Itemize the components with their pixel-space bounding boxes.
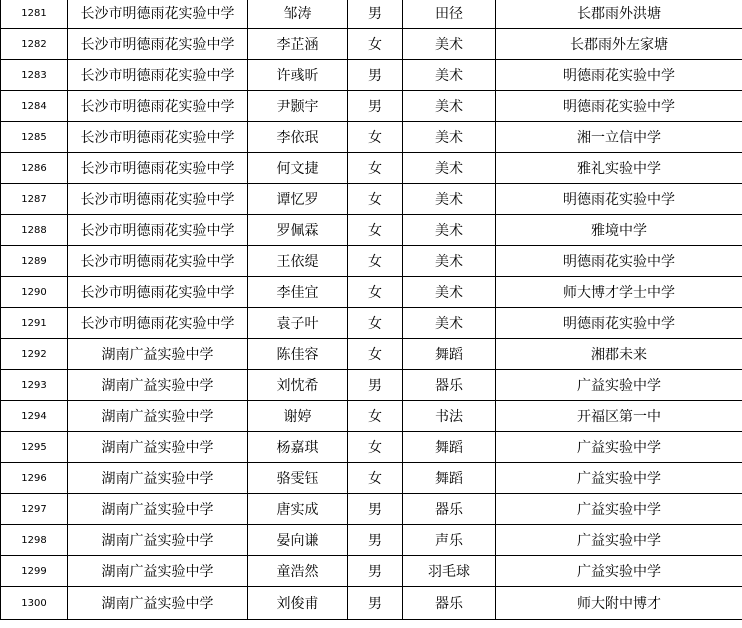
gender-cell: 女 — [348, 153, 403, 184]
specialty-cell: 舞蹈 — [403, 432, 496, 463]
student-name-cell: 唐实成 — [248, 494, 348, 525]
origin-school-cell: 雅礼实验中学 — [496, 153, 742, 184]
row-id-cell: 1282 — [1, 29, 68, 60]
table-row — [1, 277, 742, 308]
origin-school-cell: 开福区第一中 — [496, 401, 742, 432]
specialty-cell: 舞蹈 — [403, 339, 496, 370]
gender-cell: 女 — [348, 29, 403, 60]
school-cell: 湖南广益实验中学 — [68, 339, 248, 370]
gender-cell: 女 — [348, 246, 403, 277]
school-cell: 长沙市明德雨花实验中学 — [68, 308, 248, 339]
gender-cell: 女 — [348, 463, 403, 494]
school-cell: 长沙市明德雨花实验中学 — [68, 60, 248, 91]
school-cell: 长沙市明德雨花实验中学 — [68, 184, 248, 215]
student-name-cell: 刘俊甫 — [248, 587, 348, 620]
student-name-cell: 童浩然 — [248, 556, 348, 587]
origin-school-cell: 师大博才学士中学 — [496, 277, 742, 308]
gender-cell: 女 — [348, 432, 403, 463]
specialty-cell: 美术 — [403, 91, 496, 122]
origin-school-cell: 明德雨花实验中学 — [496, 308, 742, 339]
school-cell: 长沙市明德雨花实验中学 — [68, 153, 248, 184]
school-cell: 长沙市明德雨花实验中学 — [68, 246, 248, 277]
origin-school-cell: 雅境中学 — [496, 215, 742, 246]
school-cell: 长沙市明德雨花实验中学 — [68, 0, 248, 29]
origin-school-cell: 广益实验中学 — [496, 556, 742, 587]
school-cell: 长沙市明德雨花实验中学 — [68, 122, 248, 153]
specialty-cell: 器乐 — [403, 370, 496, 401]
school-cell: 湖南广益实验中学 — [68, 370, 248, 401]
school-cell: 湖南广益实验中学 — [68, 463, 248, 494]
school-cell: 长沙市明德雨花实验中学 — [68, 215, 248, 246]
school-cell: 长沙市明德雨花实验中学 — [68, 91, 248, 122]
gender-cell: 男 — [348, 494, 403, 525]
specialty-cell: 田径 — [403, 0, 496, 29]
origin-school-cell: 长郡雨外左家塘 — [496, 29, 742, 60]
gender-cell: 女 — [348, 215, 403, 246]
origin-school-cell: 广益实验中学 — [496, 463, 742, 494]
school-cell: 湖南广益实验中学 — [68, 401, 248, 432]
gender-cell: 女 — [348, 277, 403, 308]
school-cell: 湖南广益实验中学 — [68, 525, 248, 556]
school-cell: 长沙市明德雨花实验中学 — [68, 29, 248, 60]
origin-school-cell: 湘郡未来 — [496, 339, 742, 370]
table-row — [1, 339, 742, 370]
specialty-cell: 书法 — [403, 401, 496, 432]
origin-school-cell: 明德雨花实验中学 — [496, 60, 742, 91]
row-id-cell: 1290 — [1, 277, 68, 308]
origin-school-cell: 长郡雨外洪塘 — [496, 0, 742, 29]
row-id-cell: 1300 — [1, 587, 68, 620]
gender-cell: 女 — [348, 184, 403, 215]
student-name-cell: 杨嘉琪 — [248, 432, 348, 463]
specialty-cell: 美术 — [403, 60, 496, 91]
specialty-cell: 美术 — [403, 153, 496, 184]
school-cell: 长沙市明德雨花实验中学 — [68, 277, 248, 308]
gender-cell: 男 — [348, 91, 403, 122]
table-row — [1, 122, 742, 153]
specialty-cell: 美术 — [403, 246, 496, 277]
specialty-cell: 美术 — [403, 184, 496, 215]
gender-cell: 女 — [348, 339, 403, 370]
origin-school-cell: 湘一立信中学 — [496, 122, 742, 153]
student-name-cell: 邹涛 — [248, 0, 348, 29]
student-name-cell: 何文捷 — [248, 153, 348, 184]
gender-cell: 男 — [348, 370, 403, 401]
table-row — [1, 184, 742, 215]
gender-cell: 男 — [348, 60, 403, 91]
row-id-cell: 1288 — [1, 215, 68, 246]
specialty-cell: 美术 — [403, 29, 496, 60]
student-name-cell: 李依珉 — [248, 122, 348, 153]
gender-cell: 女 — [348, 122, 403, 153]
specialty-cell: 美术 — [403, 215, 496, 246]
table-row — [1, 308, 742, 339]
gender-cell: 男 — [348, 587, 403, 620]
row-id-cell: 1289 — [1, 246, 68, 277]
table-row — [1, 91, 742, 122]
student-name-cell: 李佳宜 — [248, 277, 348, 308]
row-id-cell: 1298 — [1, 525, 68, 556]
student-name-cell: 许彧昕 — [248, 60, 348, 91]
table-row — [1, 401, 742, 432]
origin-school-cell: 师大附中博才 — [496, 587, 742, 620]
row-id-cell: 1292 — [1, 339, 68, 370]
origin-school-cell: 广益实验中学 — [496, 525, 742, 556]
origin-school-cell: 广益实验中学 — [496, 370, 742, 401]
student-name-cell: 骆雯钰 — [248, 463, 348, 494]
row-id-cell: 1293 — [1, 370, 68, 401]
table-row — [1, 215, 742, 246]
student-name-cell: 陈佳容 — [248, 339, 348, 370]
student-name-cell: 王依缇 — [248, 246, 348, 277]
student-name-cell: 尹颢宇 — [248, 91, 348, 122]
row-id-cell: 1294 — [1, 401, 68, 432]
specialty-cell: 器乐 — [403, 494, 496, 525]
student-name-cell: 罗佩霖 — [248, 215, 348, 246]
specialty-cell: 舞蹈 — [403, 463, 496, 494]
school-cell: 湖南广益实验中学 — [68, 556, 248, 587]
origin-school-cell: 广益实验中学 — [496, 432, 742, 463]
student-name-cell: 李芷涵 — [248, 29, 348, 60]
origin-school-cell: 明德雨花实验中学 — [496, 91, 742, 122]
school-cell: 湖南广益实验中学 — [68, 432, 248, 463]
gender-cell: 男 — [348, 525, 403, 556]
table-row — [1, 370, 742, 401]
row-id-cell: 1291 — [1, 308, 68, 339]
table-row — [1, 525, 742, 556]
school-cell: 湖南广益实验中学 — [68, 494, 248, 525]
table-row — [1, 29, 742, 60]
row-id-cell: 1283 — [1, 60, 68, 91]
specialty-cell: 美术 — [403, 308, 496, 339]
table-row — [1, 556, 742, 587]
table-row — [1, 494, 742, 525]
table-row — [1, 153, 742, 184]
table-body — [1, 0, 742, 620]
gender-cell: 男 — [348, 0, 403, 29]
specialty-cell: 器乐 — [403, 587, 496, 620]
row-id-cell: 1284 — [1, 91, 68, 122]
table-row — [1, 246, 742, 277]
row-id-cell: 1281 — [1, 0, 68, 29]
row-id-cell: 1286 — [1, 153, 68, 184]
row-id-cell: 1295 — [1, 432, 68, 463]
origin-school-cell: 明德雨花实验中学 — [496, 246, 742, 277]
specialty-cell: 羽毛球 — [403, 556, 496, 587]
origin-school-cell: 广益实验中学 — [496, 494, 742, 525]
student-name-cell: 刘忱希 — [248, 370, 348, 401]
school-cell: 湖南广益实验中学 — [68, 587, 248, 620]
row-id-cell: 1299 — [1, 556, 68, 587]
row-id-cell: 1287 — [1, 184, 68, 215]
row-id-cell: 1297 — [1, 494, 68, 525]
table-row — [1, 432, 742, 463]
table-row — [1, 60, 742, 91]
student-name-cell: 谭忆罗 — [248, 184, 348, 215]
student-name-cell: 袁子叶 — [248, 308, 348, 339]
specialty-cell: 声乐 — [403, 525, 496, 556]
row-id-cell: 1296 — [1, 463, 68, 494]
specialty-cell: 美术 — [403, 277, 496, 308]
table-row — [1, 0, 742, 29]
table-row — [1, 587, 742, 620]
student-name-cell: 晏向谦 — [248, 525, 348, 556]
student-name-cell: 谢婷 — [248, 401, 348, 432]
table-row — [1, 463, 742, 494]
gender-cell: 男 — [348, 556, 403, 587]
gender-cell: 女 — [348, 401, 403, 432]
gender-cell: 女 — [348, 308, 403, 339]
specialty-cell: 美术 — [403, 122, 496, 153]
origin-school-cell: 明德雨花实验中学 — [496, 184, 742, 215]
row-id-cell: 1285 — [1, 122, 68, 153]
